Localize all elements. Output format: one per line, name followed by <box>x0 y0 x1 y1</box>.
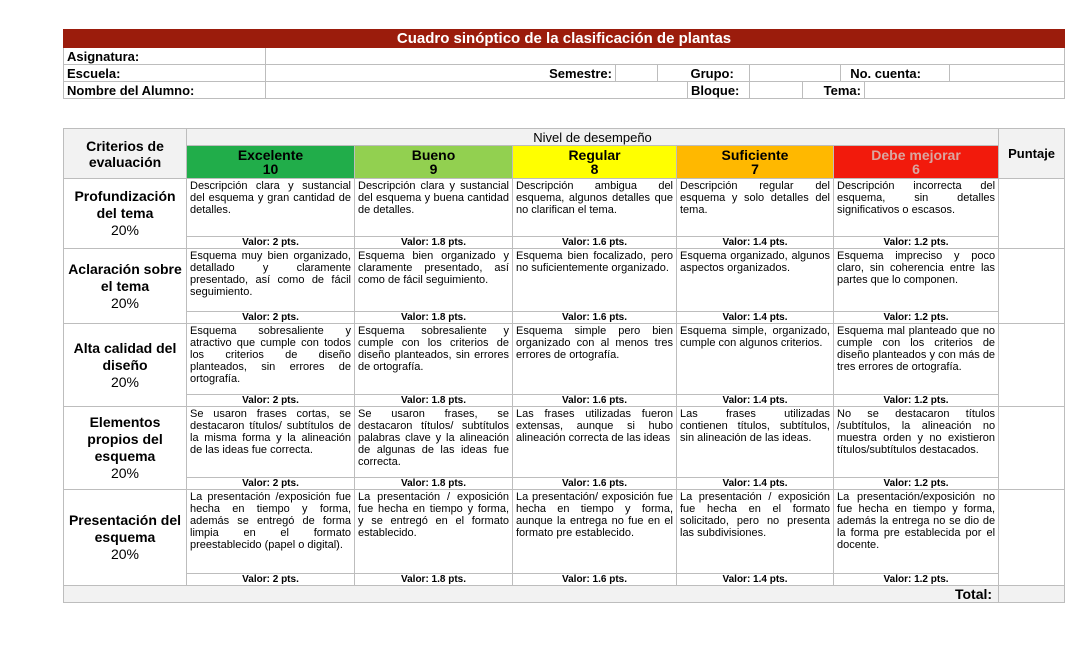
value-label: Valor: 1.4 pts. <box>677 312 834 324</box>
score-header: Puntaje <box>999 129 1065 179</box>
rubric-cell: Las frases utilizadas fueron extensas, aunque si hubo alineación correcta de las ideas <box>513 407 677 478</box>
criterion-aclaracion <box>64 249 187 324</box>
bloque-label: Bloque: <box>688 82 750 99</box>
tema-field[interactable] <box>865 82 1065 99</box>
no-cuenta-field[interactable] <box>950 65 1065 82</box>
score-field[interactable] <box>999 249 1065 324</box>
value-label: Valor: 2 pts. <box>187 312 355 324</box>
rubric-cell: Descripción clara y sustancial del esquema y gran cantidad de detalles. <box>187 179 355 237</box>
no-cuenta-label: No. cuenta: <box>841 65 950 82</box>
rubric-cell: Esquema sobresaliente y cumple con los criterios de diseño planteados, sin errores de ortografía. <box>355 324 513 395</box>
criterion-presentacion <box>64 490 187 586</box>
criterion-name: Presentación del esquema <box>68 512 182 545</box>
rubric-cell: Se usaron frases, se destacaron títulos/ subtítulos palabras clave y la alineación de algunas de las ideas fue correcta. <box>355 407 513 478</box>
level-points: 7 <box>751 161 759 177</box>
rubric-table <box>63 128 1065 603</box>
score-field[interactable] <box>999 324 1065 407</box>
rubric-cell: La presentación/ exposición fue hecha en tiempo y forma, aunque la entrega no fue en el formato pre establecido. <box>513 490 677 574</box>
level-points: 8 <box>590 161 599 177</box>
rubric-cell: Esquema muy bien organizado, detallado y claramente presentado, así como de fácil seguimiento. <box>187 249 355 312</box>
rubric-cell: Esquema impreciso y poco claro, sin coherencia entre las partes que lo componen. <box>834 249 999 312</box>
value-label: Valor: 2 pts. <box>187 395 355 407</box>
criterion-diseno <box>64 324 187 407</box>
rubric-cell: Esquema simple pero bien organizado con al menos tres errores de ortografía. <box>513 324 677 395</box>
criterion-name: Aclaración sobre el tema <box>68 260 182 294</box>
criterion-percent: 20% <box>110 465 140 481</box>
value-label: Valor: 1.2 pts. <box>834 237 999 249</box>
score-field[interactable] <box>999 407 1065 490</box>
semestre-label: Semestre: <box>528 65 616 82</box>
rubric-cell: La presentación/exposición no fue hecha en tiempo y forma, además la entrega no se dio de la forma pre establecida por el docente. <box>834 490 999 574</box>
level-excelente <box>187 146 355 179</box>
level-name: Suficiente <box>721 147 789 163</box>
criterion-name: Alta calidad del diseño <box>73 339 177 373</box>
value-label: Valor: 1.2 pts. <box>834 478 999 490</box>
level-points: 6 <box>912 161 920 177</box>
rubric-cell: Esquema bien focalizado, pero no suficientemente organizado. <box>513 249 677 312</box>
level-name: Debe mejorar <box>871 147 961 163</box>
total-score-field[interactable] <box>999 586 1065 603</box>
level-name: Bueno <box>411 147 456 163</box>
rubric-cell: La presentación / exposición fue hecha en el formato solicitado, pero no presenta las subdivisiones. <box>677 490 834 574</box>
rubric-cell: No se destacaron títulos /subtítulos, la alineación no muestra orden y no existieron títulos/subtítulos destacados. <box>834 407 999 478</box>
escuela-label: Escuela: <box>64 65 266 82</box>
rubric-cell: Esquema mal planteado que no cumple con los criterios de diseño planteados y con más de tres errores de ortografía. <box>834 324 999 395</box>
rubric-cell: La presentación / exposición fue hecha en tiempo y forma, y se entregó en el formato establecido. <box>355 490 513 574</box>
value-label: Valor: 1.8 pts. <box>355 395 513 407</box>
value-label: Valor: 1.6 pts. <box>513 574 677 586</box>
value-label: Valor: 1.4 pts. <box>677 574 834 586</box>
rubric-cell: Las frases utilizadas contienen títulos, subtítulos, sin alineación de las ideas. <box>677 407 834 478</box>
rubric-cell: Esquema sobresaliente y atractivo que cumple con todos los criterios de diseño planteados, sin errores de ortografía. <box>187 324 355 395</box>
value-label: Valor: 2 pts. <box>187 478 355 490</box>
rubric-cell: Esquema organizado, algunos aspectos organizados. <box>677 249 834 312</box>
value-label: Valor: 1.2 pts. <box>834 312 999 324</box>
criterion-percent: 20% <box>110 294 140 311</box>
value-label: Valor: 1.4 pts. <box>677 478 834 490</box>
level-bueno <box>355 146 513 179</box>
nombre-label: Nombre del Alumno: <box>64 82 266 99</box>
value-label: Valor: 1.6 pts. <box>513 237 677 249</box>
semestre-field[interactable] <box>616 65 658 82</box>
value-label: Valor: 1.4 pts. <box>677 395 834 407</box>
rubric-cell: Se usaron frases cortas, se destacaron títulos/ subtítulos de la misma forma y la alineación de las ideas fue correcta. <box>187 407 355 478</box>
nombre-field[interactable] <box>266 82 688 99</box>
criterion-percent: 20% <box>110 373 140 390</box>
criterion-name: Elementos propios del esquema <box>87 414 163 464</box>
asignatura-label: Asignatura: <box>64 48 266 65</box>
value-label: Valor: 1.8 pts. <box>355 237 513 249</box>
bloque-field[interactable] <box>750 82 803 99</box>
criterion-elementos <box>64 407 187 490</box>
value-label: Valor: 1.8 pts. <box>355 312 513 324</box>
level-name: Regular <box>568 147 621 163</box>
value-label: Valor: 1.6 pts. <box>513 312 677 324</box>
value-label: Valor: 1.8 pts. <box>355 574 513 586</box>
value-label: Valor: 2 pts. <box>187 574 355 586</box>
criterion-percent: 20% <box>110 546 140 562</box>
score-field[interactable] <box>999 179 1065 249</box>
criterion-name: Profundización del tema <box>74 188 176 221</box>
level-name: Excelente <box>237 147 304 163</box>
rubric-cell: Descripción regular del esquema y solo detalles del tema. <box>677 179 834 237</box>
level-debe-mejorar <box>834 146 999 179</box>
tema-label: Tema: <box>803 82 865 99</box>
total-label: Total: <box>64 586 999 603</box>
value-label: Valor: 1.2 pts. <box>834 395 999 407</box>
criterion-profundizacion <box>64 179 187 249</box>
level-points: 10 <box>262 161 279 177</box>
rubric-cell: Esquema simple, organizado, cumple con algunos criterios. <box>677 324 834 395</box>
value-label: Valor: 1.4 pts. <box>677 237 834 249</box>
level-suficiente <box>677 146 834 179</box>
value-label: Valor: 1.2 pts. <box>834 574 999 586</box>
grupo-label: Grupo: <box>688 65 750 82</box>
rubric-cell: La presentación /exposición fue hecha en tiempo y forma, además se entregó de forma limpia en el formato preestablecido (papel o digital). <box>187 490 355 574</box>
value-label: Valor: 1.6 pts. <box>513 478 677 490</box>
page-title: Cuadro sinóptico de la clasificación de plantas <box>64 30 1065 48</box>
rubric-cell: Descripción incorrecta del esquema, sin detalles significativos o escasos. <box>834 179 999 237</box>
rubric-cell: Descripción ambigua del esquema, algunos detalles que no clarifican el tema. <box>513 179 677 237</box>
grupo-field[interactable] <box>750 65 841 82</box>
criteria-header: Criterios de evaluación <box>64 129 187 179</box>
score-field[interactable] <box>999 490 1065 586</box>
rubric-cell: Esquema bien organizado y claramente presentado, así como de fácil seguimiento. <box>355 249 513 312</box>
level-header: Nivel de desempeño <box>187 129 999 146</box>
value-label: Valor: 2 pts. <box>187 237 355 249</box>
value-label: Valor: 1.6 pts. <box>513 395 677 407</box>
level-points: 9 <box>429 161 438 177</box>
criterion-percent: 20% <box>110 222 140 238</box>
asignatura-field[interactable] <box>266 48 1065 65</box>
student-info-table <box>63 29 1065 99</box>
escuela-field[interactable] <box>266 65 528 82</box>
rubric-cell: Descripción clara y sustancial del esquema y buena cantidad de detalles. <box>355 179 513 237</box>
level-regular <box>513 146 677 179</box>
value-label: Valor: 1.8 pts. <box>355 478 513 490</box>
spacer <box>658 65 688 82</box>
